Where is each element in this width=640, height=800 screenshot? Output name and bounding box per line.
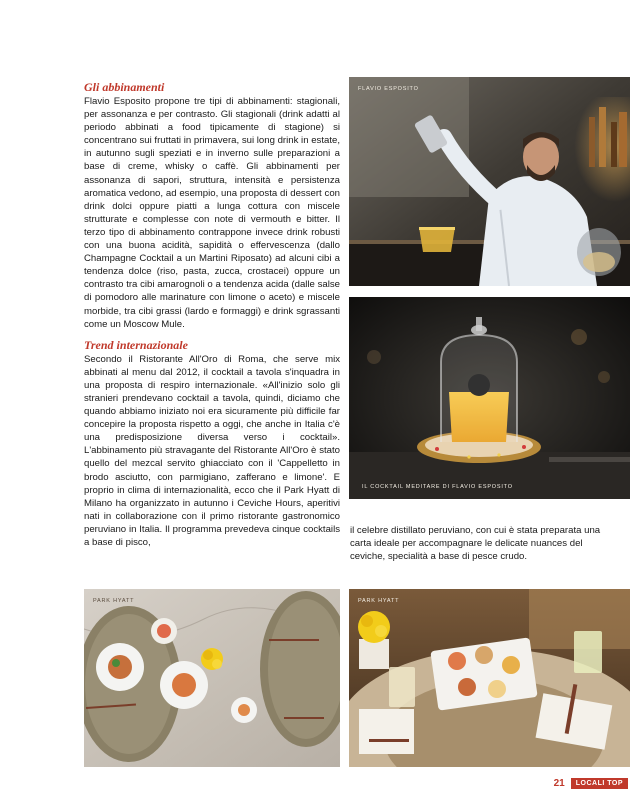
park-hyatt-photo-left [84, 589, 340, 767]
article-text-column [84, 81, 340, 557]
park-hyatt-caption-left: PARK HYATT [93, 598, 135, 604]
section-heading-abbinamenti: Gli abbinamenti [84, 80, 165, 94]
section-heading-trend: Trend internazionale [84, 337, 188, 352]
continuation-text: il celebre distillato peruviano, con cui è stata preparata una carta ideale per accompagnare le delicate nuances del ceviche, specialità a base di pesce crudo. [350, 525, 601, 563]
section-body-abbinamenti: Flavio Esposito propone tre tipi di abbinamenti: stagionali, per assonanza e per contrasto. Gli stagionali (drink adatti al periodo abbinati a food tipicamente di stagione) si concentrano sui fruttati in primavera, sui long drink in estate, in autunno sugli speziati e in inverno sulle preparazioni a base di creme, whisky o caffè. Gli abbinamenti per assonanza di sapori, struttura, intensità e persistenza aromatica vedono, ad esempio, una proposta di dessert con drink dolci oppure piatti a lunga cottura con miscele strutturate e complesse con note di vermouth e bitter. Il terzo tipo di abbinamento contrappone invece drink robusti con una buona acidità, sapidità o effervescenza (dallo Champagne Cocktail a un Martini Riposato) ad alcuni cibi a tendenza dolce (riso, pasta, zucca, crostacei) oppure un contrasto tra cibi amarognoli o a tendenza acida (dalle salse di pomodoro alle marinature con limone o aceto) e miscele morbide, tra cibi grassi (lardo e formaggi) e drink sgrassanti come un Moscow Mule. [84, 96, 340, 330]
bartender-photo [349, 77, 630, 286]
magazine-badge: LOCALI TOP [571, 778, 628, 789]
page-footer [554, 778, 628, 789]
park-hyatt-photo-right [349, 589, 630, 767]
page-number: 21 [553, 778, 565, 789]
cocktail-photo [349, 297, 630, 499]
bartender-caption: FLAVIO ESPOSITO [358, 86, 419, 92]
park-hyatt-caption-right: PARK HYATT [358, 598, 400, 604]
section-body-trend: Secondo il Ristorante All'Oro di Roma, che serve mix abbinati al menu dal 2012, il cocktail a tavola s'inquadra in una proposta di respiro internazionale. «All'inizio solo gli stranieri prendevano cocktail a tavola, quindi, diciamo che quando abbiamo iniziato noi era sicuramente più difficile far concepire la proposta rispetto a oggi, che anche in Italia c'è una predisposizione diversa verso i cocktail». L'abbinamento più stravagante del Ristorante All'Oro è stato quello del mezcal servito ghiacciato con il 'Cappelletto in brodo asciutto, con parmigiano, zafferano e limone'. E proprio in clima di internazionalità, ecco che il Park Hyatt di Milano ha organizzato in autunno i Ceviche Hours, aperitivi nati in collaborazione con il primo ristorante gastronomico peruviano in Italia. Il programma prevedeva cinque cocktails a base di pisco, [84, 353, 340, 548]
cocktail-caption: IL COCKTAIL MEDITARE DI FLAVIO ESPOSITO [362, 484, 513, 490]
